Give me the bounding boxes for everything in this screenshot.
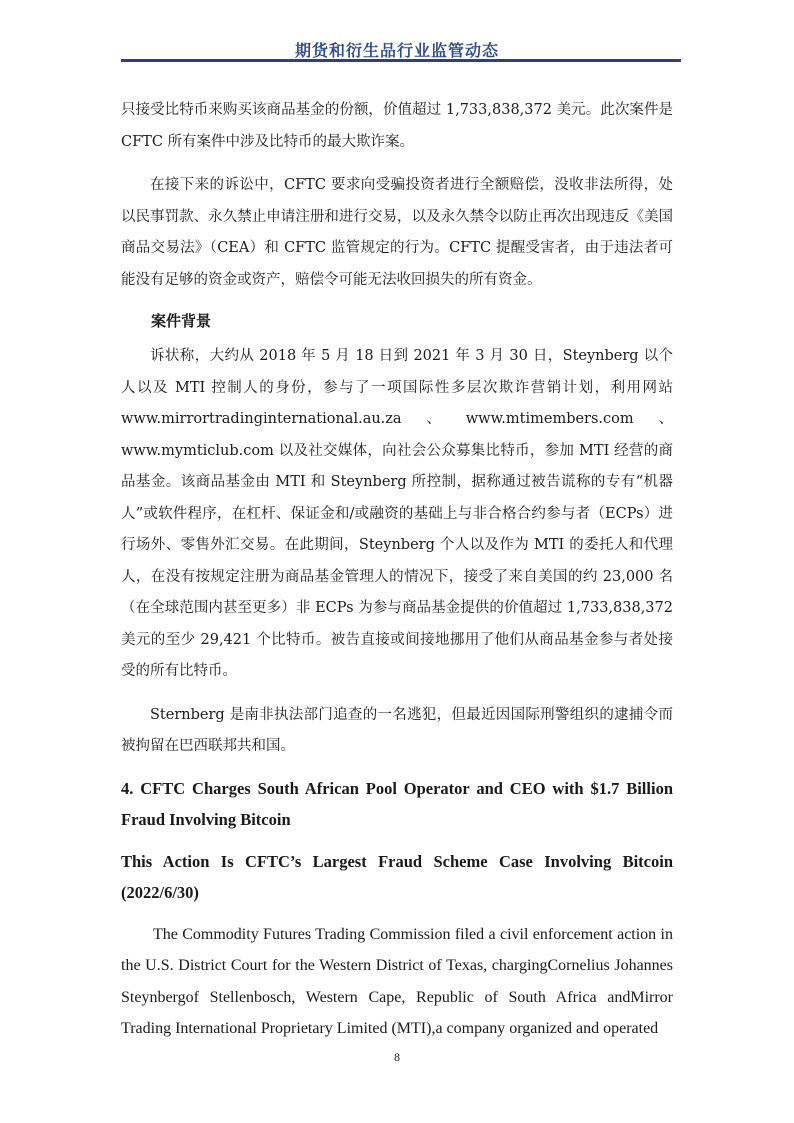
page-number: 8 bbox=[394, 1050, 400, 1064]
paragraph-continuation: 只接受比特币来购买该商品基金的份额，价值超过 1,733,838,372 美元。此次案件是 CFTC 所有案件中涉及比特币的最大欺诈案。 bbox=[121, 102, 673, 150]
header-divider bbox=[121, 59, 681, 62]
document-body bbox=[121, 95, 673, 1045]
section-heading-background: 案件背景 bbox=[151, 312, 212, 330]
english-paragraph: The Commodity Futures Trading Commission filed a civil enforcement action in the U.S. District Court for the Western District of Texas, chargingCornelius Johannes Steynbergof Stellenbosch, Western Cape, Republic of South Africa andMirror Trading International Proprietary Limited (MTI),a company organized and operated bbox=[121, 925, 673, 1037]
paragraph-complaint: 诉状称，大约从 2018 年 5 月 18 日到 2021 年 3 月 30 日，Steynberg 以个人以及 MTI 控制人的身份，参与了一项国际性多层次欺诈营销计划，利用网站 www.mirrortradinginternational.au.za、www.mtimembers.com、www.mymticlub.com 以及社交媒体，向社会公众募集比特币，参加 MTI 经营的商品基金。该商品基金由 MTI 和 Steynberg 所控制，据称通过被告谎称的专有“机器人”或软件程序，在杠杆、保证金和/或融资的基础上与非合格合约参与者（ECPs）进行场外、零售外汇交易。在此期间，Steynberg 个人以及作为 MTI 的委托人和代理人，在没有按规定注册为商品基金管理人的情况下，接受了来自美国的约 23,000 名（在全球范围内甚至更多）非 ECPs 为参与商品基金提供的价值超过 1,733,838,372 美元的至少 29,421 个比特币。被告直接或间接地挪用了他们从商品基金参与者处接受的所有比特币。 bbox=[121, 348, 673, 679]
english-heading: 4. CFTC Charges South African Pool Operator and CEO with $1.7 Billion Fraud Involving Bitcoin bbox=[121, 778, 673, 829]
paragraph-remedies: 在接下来的诉讼中，CFTC 要求向受骗投资者进行全额赔偿，没收非法所得，处以民事罚款、永久禁止申请注册和进行交易，以及永久禁令以防止再次出现违反《美国商品交易法》（CEA）和 CFTC 监管规定的行为。CFTC 提醒受害者，由于违法者可能没有足够的资金或资产，赔偿令可能无法收回损失的所有资金。 bbox=[121, 177, 673, 288]
english-subheading: This Action Is CFTC’s Largest Fraud Scheme Case Involving Bitcoin (2022/6/30) bbox=[121, 851, 673, 902]
paragraph-fugitive: Sternberg 是南非执法部门追查的一名逃犯，但最近因国际刑警组织的逮捕令而被拘留在巴西联邦共和国。 bbox=[121, 706, 673, 754]
page-header-title: 期货和衍生品行业监管动态 bbox=[294, 41, 499, 60]
